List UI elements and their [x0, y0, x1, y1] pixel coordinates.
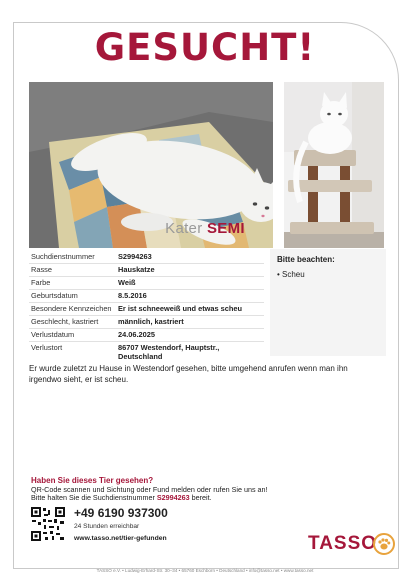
paw-icon — [373, 533, 395, 555]
cta-reference-number: S2994263 — [156, 493, 190, 502]
details-row — [29, 265, 264, 275]
details-value: Weiß — [118, 278, 136, 287]
details-row — [29, 291, 264, 301]
details-label: Geschlecht, kastriert — [31, 317, 99, 326]
notice-box — [270, 249, 386, 356]
details-value: Er ist schneeweiß und etwas scheu — [118, 304, 243, 313]
details-value: männlich, kastriert — [118, 317, 184, 326]
cta-reference-prefix: Bitte halten Sie die Suchdienstnummer — [31, 493, 155, 502]
details-row — [29, 278, 264, 288]
hotline-hours: 24 Stunden erreichbar — [74, 523, 140, 530]
pet-type-label: Kater — [165, 220, 203, 237]
details-label: Suchdienstnummer — [31, 252, 95, 261]
cta-reference-line — [31, 494, 212, 503]
pet-description: Er wurde zuletzt zu Hause in Westendorf gesehen, bitte umgehend anrufen wenn man ihn irgendwo sieht, er ist scheu. — [29, 364, 348, 384]
details-divider — [29, 289, 264, 290]
found-pet-link[interactable]: www.tasso.net/tier-gefunden — [74, 535, 167, 542]
details-row — [29, 304, 264, 314]
details-divider — [29, 263, 264, 264]
notice-title: Bitte beachten: — [277, 255, 335, 264]
details-divider — [29, 302, 264, 303]
footer-address: TASSO e.V. • Ludwig-Erhard-Str. 30–34 • 65760 Eschborn • Deutschland • info@tasso.net • www.tasso.net — [96, 568, 314, 573]
cta-title: Haben Sie dieses Tier gesehen? — [31, 476, 154, 485]
notice-item: • Scheu — [277, 270, 305, 279]
details-label: Verlustort — [31, 343, 63, 352]
details-value: S2994263 — [118, 252, 152, 261]
details-value: 24.06.2025 — [118, 330, 155, 339]
details-divider — [29, 276, 264, 277]
hotline-phone[interactable]: +49 6190 937300 — [74, 506, 168, 520]
details-label: Farbe — [31, 278, 51, 287]
details-divider — [29, 328, 264, 329]
details-value: 8.5.2016 — [118, 291, 147, 300]
details-row — [29, 330, 264, 340]
poster-headline: GESUCHT! — [94, 26, 316, 69]
details-value: Hauskatze — [118, 265, 155, 274]
pet-name: SEMI — [206, 220, 245, 237]
details-value: 86707 Westendorf, Hauptstr., Deutschland — [118, 343, 220, 362]
cta-reference-suffix: bereit. — [191, 493, 212, 502]
details-row — [29, 252, 264, 262]
details-divider — [29, 315, 264, 316]
details-label: Geburtsdatum — [31, 291, 78, 300]
details-row — [29, 343, 264, 362]
details-row — [29, 317, 264, 327]
qr-code-icon[interactable] — [30, 506, 66, 542]
details-label: Rasse — [31, 265, 52, 274]
cta-instruction: QR-Code scannen und Sichtung oder Fund melden oder rufen Sie uns an! — [31, 485, 268, 494]
pet-name-heading — [0, 220, 410, 237]
pet-details-table — [29, 250, 264, 362]
details-label: Besondere Kennzeichen — [31, 304, 112, 313]
details-divider — [29, 341, 264, 342]
details-label: Verlustdatum — [31, 330, 75, 339]
tasso-logo: TASSO — [308, 533, 378, 554]
